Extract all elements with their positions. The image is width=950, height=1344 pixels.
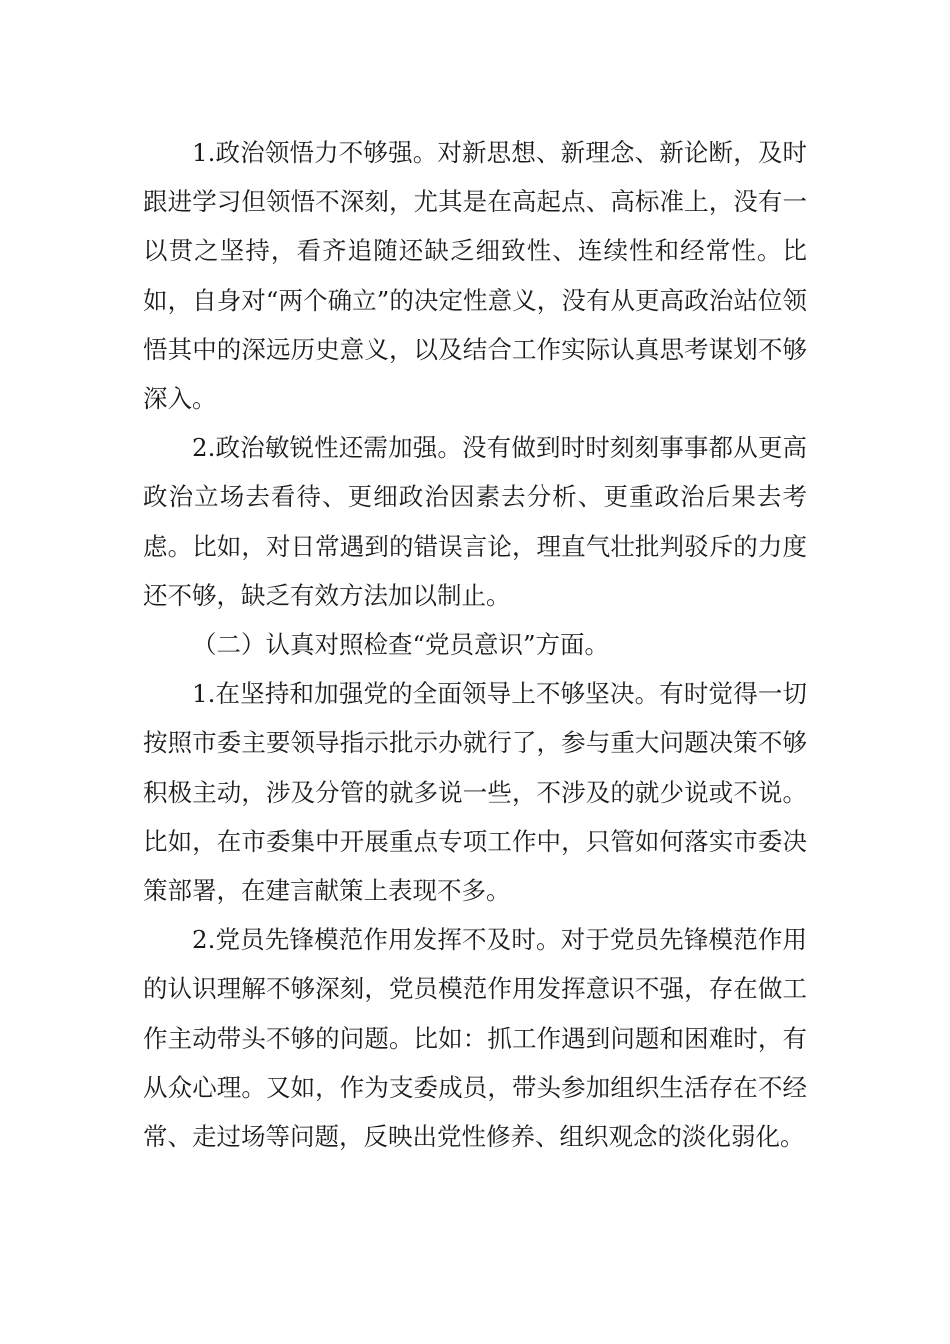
paragraph-political-sensitivity: 2.政治敏锐性还需加强。没有做到时时刻刻事事都从更高政治立场去看待、更细政治因素去分析、更重政治后果去考虑。比如，对日常遇到的错误言论，理直气壮批判驳斥的力度还不够，缺乏有效方法加以制止。 — [143, 433, 807, 610]
paragraph-political-comprehension: 1.政治领悟力不够强。对新思想、新理念、新论断，及时跟进学习但领悟不深刻，尤其是在高起点、高标准上，没有一以贯之坚持，看齐追随还缺乏细致性、连续性和经常性。比如，自身对“两个确立”的决定性意义，没有从更高政治站位领悟其中的深远历史意义，以及结合工作实际认真思考谋划不够深入。 — [143, 138, 807, 414]
section-heading-party-member-awareness: （二）认真对照检查“党员意识”方面。 — [192, 630, 610, 660]
document-body — [143, 128, 807, 1161]
paragraph-party-leadership: 1.在坚持和加强党的全面领导上不够坚决。有时觉得一切按照市委主要领导指示批示办就行了，参与重大问题决策不够积极主动，涉及分管的就多说一些，不涉及的就少说或不说。比如，在市委集中开展重点专项工作中，只管如何落实市委决策部署，在建言献策上表现不多。 — [143, 679, 807, 906]
paragraph-vanguard-role: 2.党员先锋模范作用发挥不及时。对于党员先锋模范作用的认识理解不够深刻，党员模范作用发挥意识不强，存在做工作主动带头不够的问题。比如：抓工作遇到问题和困难时，有从众心理。又如，作为支委成员，带头参加组织生活存在不经常、走过场等问题，反映出党性修养、组织观念的淡化弱化。 — [143, 925, 807, 1152]
